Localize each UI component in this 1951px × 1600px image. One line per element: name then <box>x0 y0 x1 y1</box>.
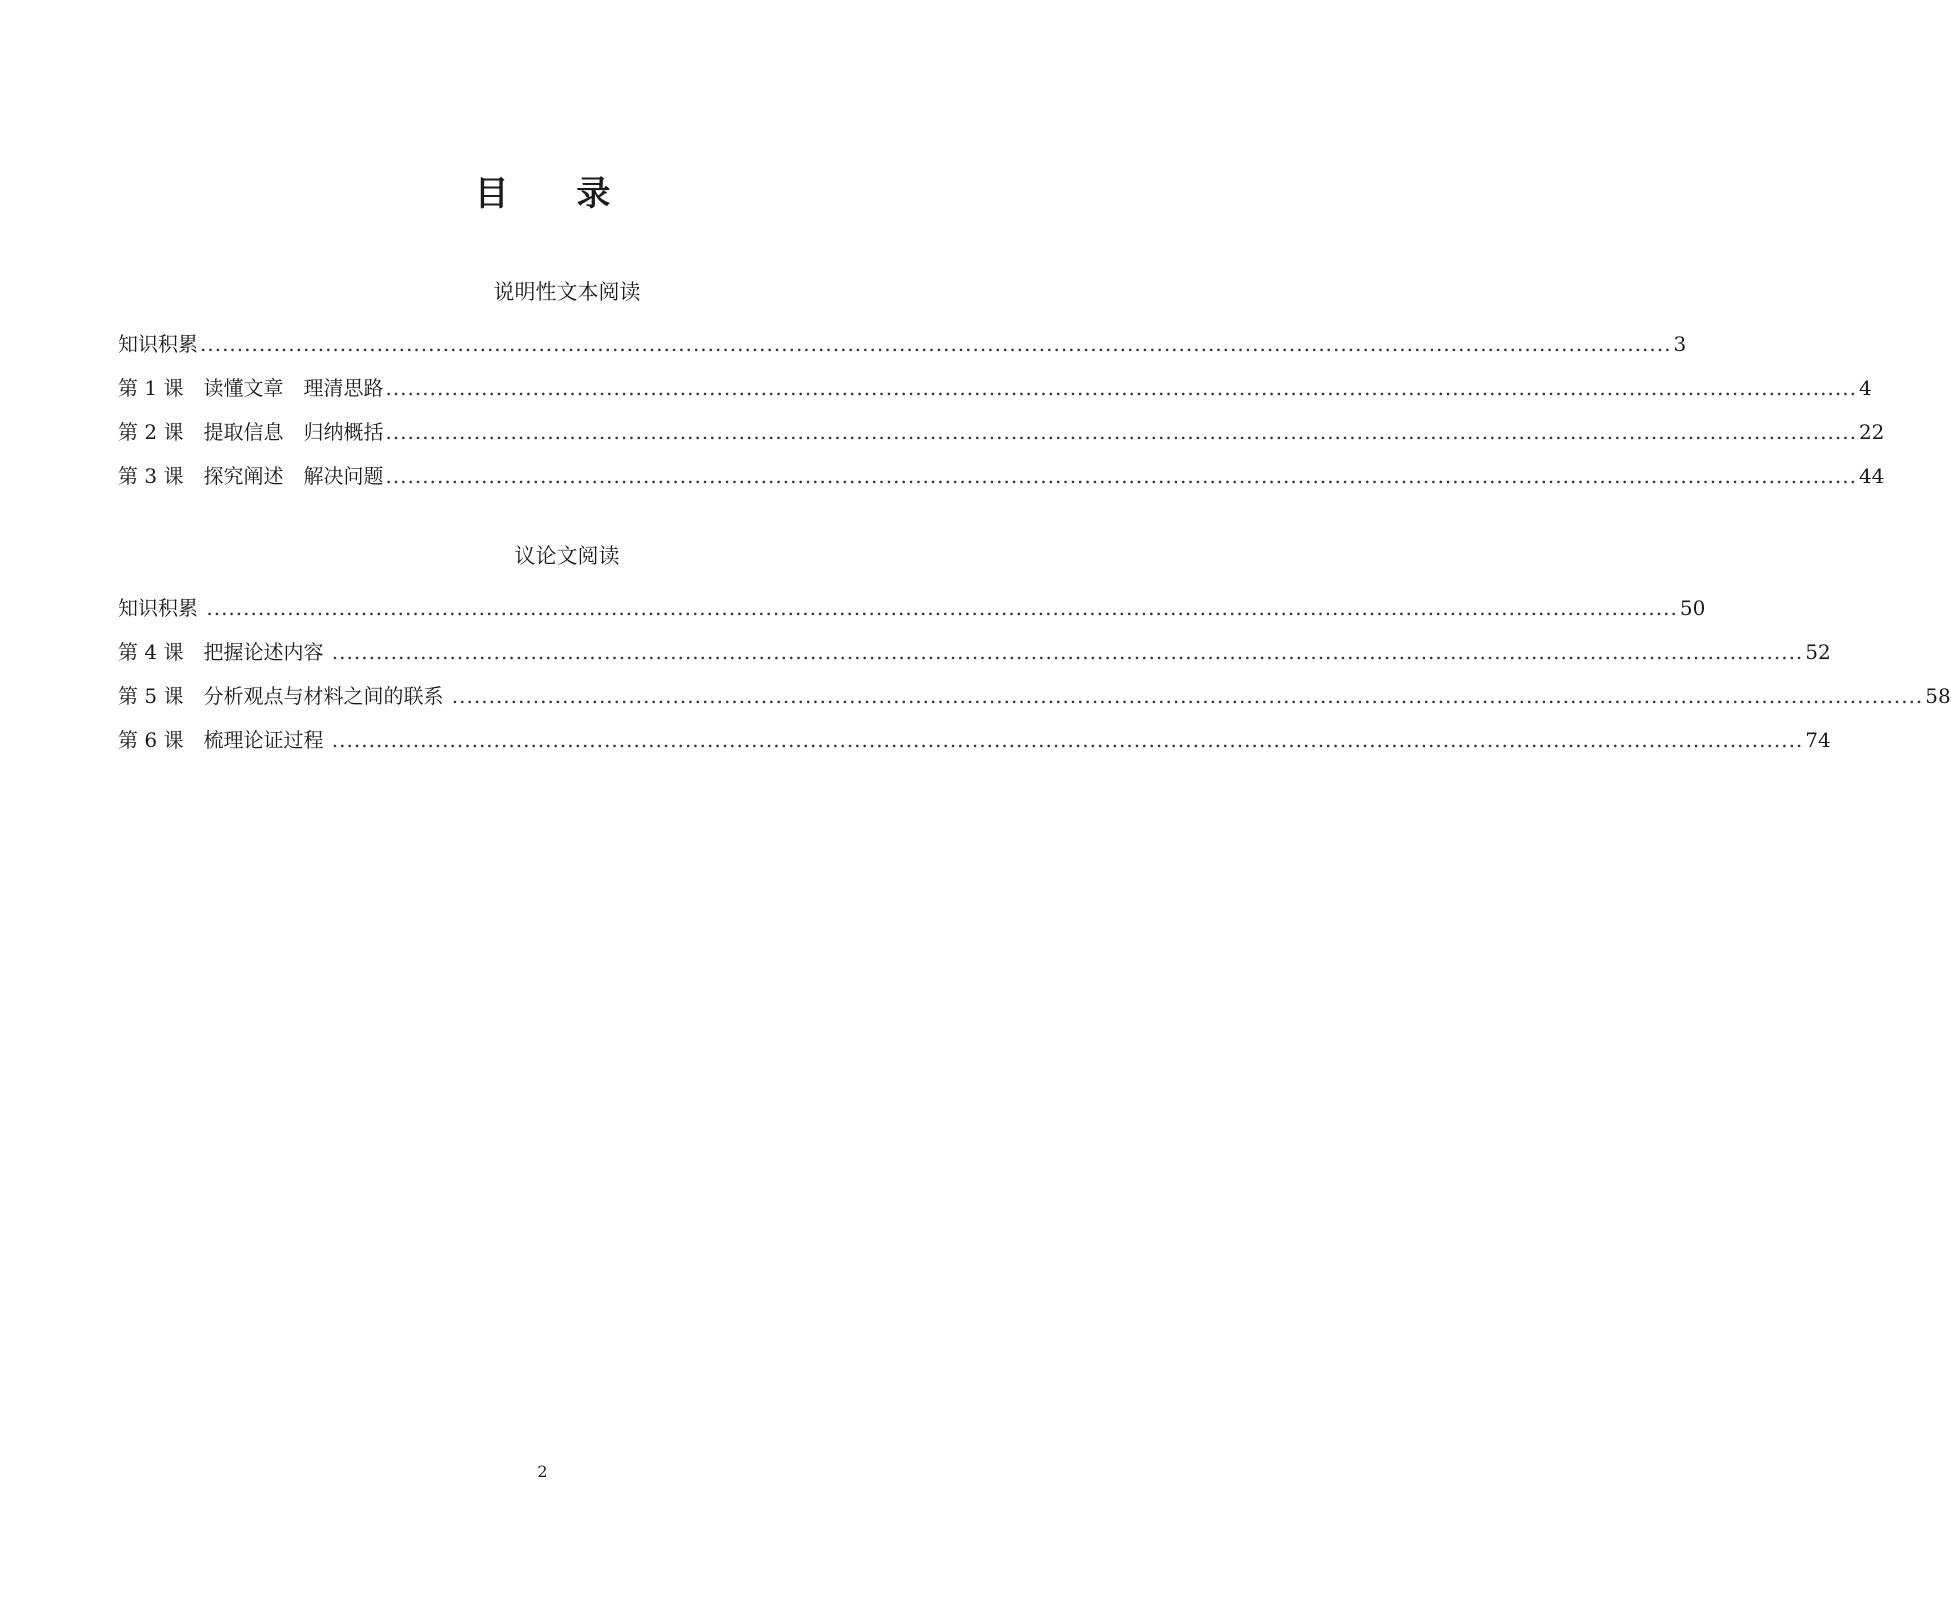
toc-entry[interactable] <box>118 366 1872 410</box>
toc-entry-page: 22 <box>1858 420 1885 444</box>
toc-entry[interactable] <box>118 630 1831 674</box>
toc-leader-dots: ........................................................................................................................................................................................................ <box>200 332 1672 356</box>
toc-entry-page: 58 <box>1925 684 1951 708</box>
toc-entry-page: 4 <box>1858 376 1872 400</box>
toc-entry[interactable] <box>118 454 1885 498</box>
toc-section-expository <box>118 276 1885 498</box>
toc-entry-label: 第 3 课 探究阐述 解决问题 <box>118 464 384 488</box>
toc-entry-page: 74 <box>1805 728 1831 752</box>
page-number: 2 <box>537 1462 548 1481</box>
toc-entry[interactable] <box>118 322 1687 366</box>
toc-leader-dots: ........................................................................................................................................................................................................ <box>206 596 1678 620</box>
toc-entry-page: 50 <box>1679 596 1706 620</box>
toc-entry[interactable] <box>118 718 1831 762</box>
toc-entry[interactable] <box>118 410 1885 454</box>
toc-entry-label: 第 4 课 把握论述内容 <box>118 640 330 664</box>
toc-leader-dots: ........................................................................................................................................................................................................ <box>331 640 1804 664</box>
toc-leader-dots: ........................................................................................................................................................................................................ <box>385 464 1857 488</box>
toc-leader-dots: ........................................................................................................................................................................................................ <box>451 684 1924 708</box>
toc-entry-page: 44 <box>1858 464 1885 488</box>
toc-entry-label: 第 6 课 梳理论证过程 <box>118 728 330 752</box>
toc-entry-page: 3 <box>1673 332 1687 356</box>
toc-entry-label: 知识积累 <box>118 332 198 356</box>
toc-entry-label: 第 1 课 读懂文章 理清思路 <box>118 376 384 400</box>
toc-entry[interactable] <box>118 674 1951 718</box>
toc-section-argumentative <box>118 540 1951 762</box>
toc-entry-label: 知识积累 <box>118 596 205 620</box>
section-title: 议论文阅读 <box>514 544 620 568</box>
page-title: 目 录 <box>474 174 639 214</box>
section-title: 说明性文本阅读 <box>493 280 641 304</box>
toc-entry-label: 第 5 课 分析观点与材料之间的联系 <box>118 684 450 708</box>
toc-leader-dots: ........................................................................................................................................................................................................ <box>385 420 1857 444</box>
toc-leader-dots: ........................................................................................................................................................................................................ <box>331 728 1804 752</box>
toc-entry-page: 52 <box>1805 640 1831 664</box>
toc-entry[interactable] <box>118 586 1706 630</box>
toc-entry-label: 第 2 课 提取信息 归纳概括 <box>118 420 384 444</box>
toc-leader-dots: ........................................................................................................................................................................................................ <box>385 376 1857 400</box>
